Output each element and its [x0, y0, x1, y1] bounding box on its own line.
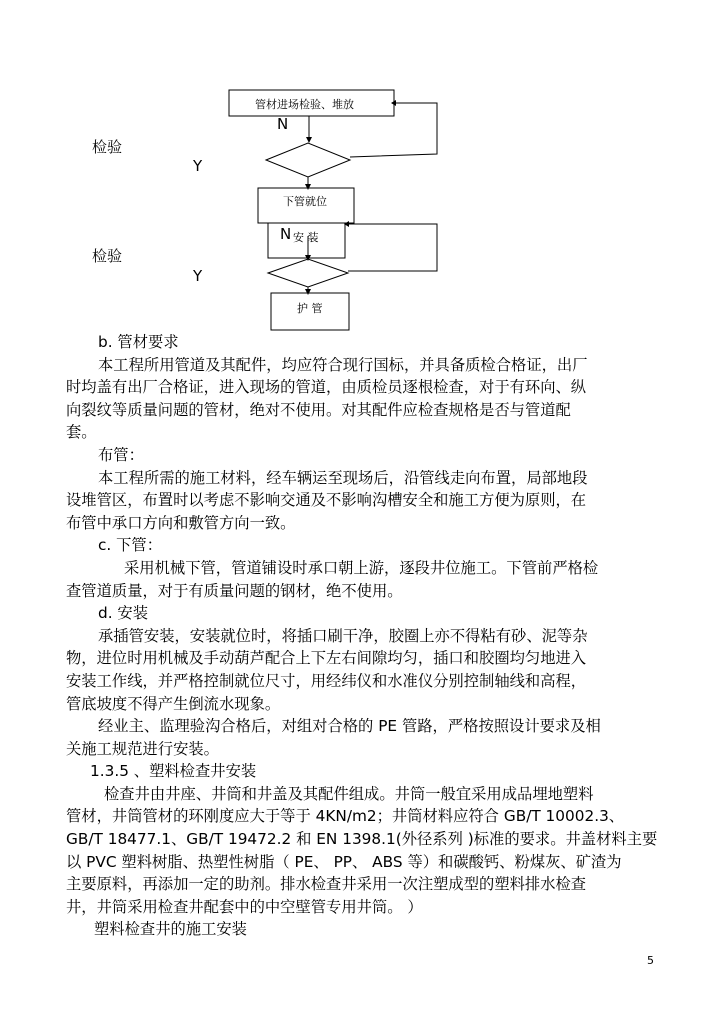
text-line: 经业主、监理验沟合格后，对组对合格的 PE 管路，严格按照设计要求及相: [98, 717, 601, 736]
text-line: 布管中承口方向和敷管方向一致。: [66, 513, 296, 532]
flow-box4-label: 护 管: [297, 302, 323, 315]
text-line: 本工程所用管道及其配件，均应符合现行国标，并具备质检合格证，出厂: [98, 355, 588, 374]
text-line: 主要原料，再添加一定的助剂。排水检查井采用一次注塑成型的塑料排水检查: [66, 875, 587, 894]
flow-decision-2: [268, 259, 348, 287]
text-line: 以 PVC 塑料树脂、热塑性树脂（ PE、 PP、 ABS 等）和碳酸钙、粉煤灰、矿渣为: [66, 852, 622, 871]
text-line: GB/T 18477.1、GB/T 19472.2 和 EN 1398.1(外径系列 )标准的要求。井盖材料主要: [66, 830, 658, 849]
text-line: 套。: [66, 423, 97, 442]
text-line: 检查井由井座、井筒和井盖及其配件组成。井筒一般宜采用成品埋地塑料: [104, 784, 594, 803]
text-line: 塑料检查井的施工安装: [94, 920, 247, 939]
arrow-head: [305, 184, 311, 190]
flow-box3-label: 安 装: [293, 231, 319, 244]
flow-box2-label: 下管就位: [283, 195, 327, 208]
flow-n-label-1: N: [277, 115, 289, 133]
text-line: 安装工作线，并严格控制就位尺寸，用经纬仪和水准仪分别控制轴线和高程，: [66, 671, 587, 690]
flow-feedback-2: [348, 224, 437, 271]
flow-n-label-2: N: [280, 225, 292, 243]
text-line: 关施工规范进行安装。: [66, 739, 219, 758]
text-line: 查管道质量，对于有质量问题的钢材，绝不使用。: [66, 581, 403, 600]
flow-y-label-2: Y: [193, 267, 203, 285]
flow-check-label-1: 检验: [92, 138, 123, 156]
text-line: 时均盖有出厂合格证，进入现场的管道，由质检员逐根检查，对于有环向、纵: [66, 378, 587, 397]
arrow-head: [305, 289, 311, 295]
text-line: 承插管安装，安装就位时，将插口刷干净，胶圈上亦不得粘有砂、泥等杂: [98, 626, 588, 645]
flow-check-label-2: 检验: [92, 247, 123, 265]
text-line: 向裂纹等质量问题的管材，绝对不使用。对其配件应检查规格是否与管道配: [66, 400, 571, 419]
text-line: 1.3.5 、塑料检查井安装: [90, 762, 257, 781]
text-line: d. 安装: [98, 604, 149, 623]
text-line: 物，进位时用机械及手动葫芦配合上下左右间隙均匀，插口和胶圈均匀地进入: [66, 649, 587, 668]
text-line: 采用机械下管，管道铺设时承口朝上游，逐段井位施工。下管前严格检: [124, 558, 599, 577]
text-line: 本工程所需的施工材料，经车辆运至现场后，沿管线走向布置，局部地段: [98, 468, 588, 487]
text-line: 设堆管区，布置时以考虑不影响交通及不影响沟槽安全和施工方便为原则，在: [66, 491, 587, 510]
document-body: [66, 331, 666, 941]
text-line: b. 管材要求: [98, 333, 179, 351]
flowchart: [0, 0, 724, 340]
arrow-head: [306, 137, 312, 143]
text-line: 管材，井筒管材的环刚度应大于等于 4KN/m2；井筒材料应符合 GB/T 10002.3、: [66, 807, 625, 826]
flow-box1-label: 管材进场检验、堆放: [255, 98, 354, 111]
text-line: c. 下管：: [98, 536, 163, 555]
text-line: 井，井筒采用检查井配套中的中空壁管专用井筒。 ）: [66, 897, 423, 916]
text-line: 布管：: [98, 445, 144, 464]
text-line: 管底坡度不得产生倒流水现象。: [66, 694, 281, 713]
page-number: 5: [647, 954, 654, 967]
flow-y-label-1: Y: [193, 157, 203, 175]
flow-decision-1: [266, 143, 350, 177]
